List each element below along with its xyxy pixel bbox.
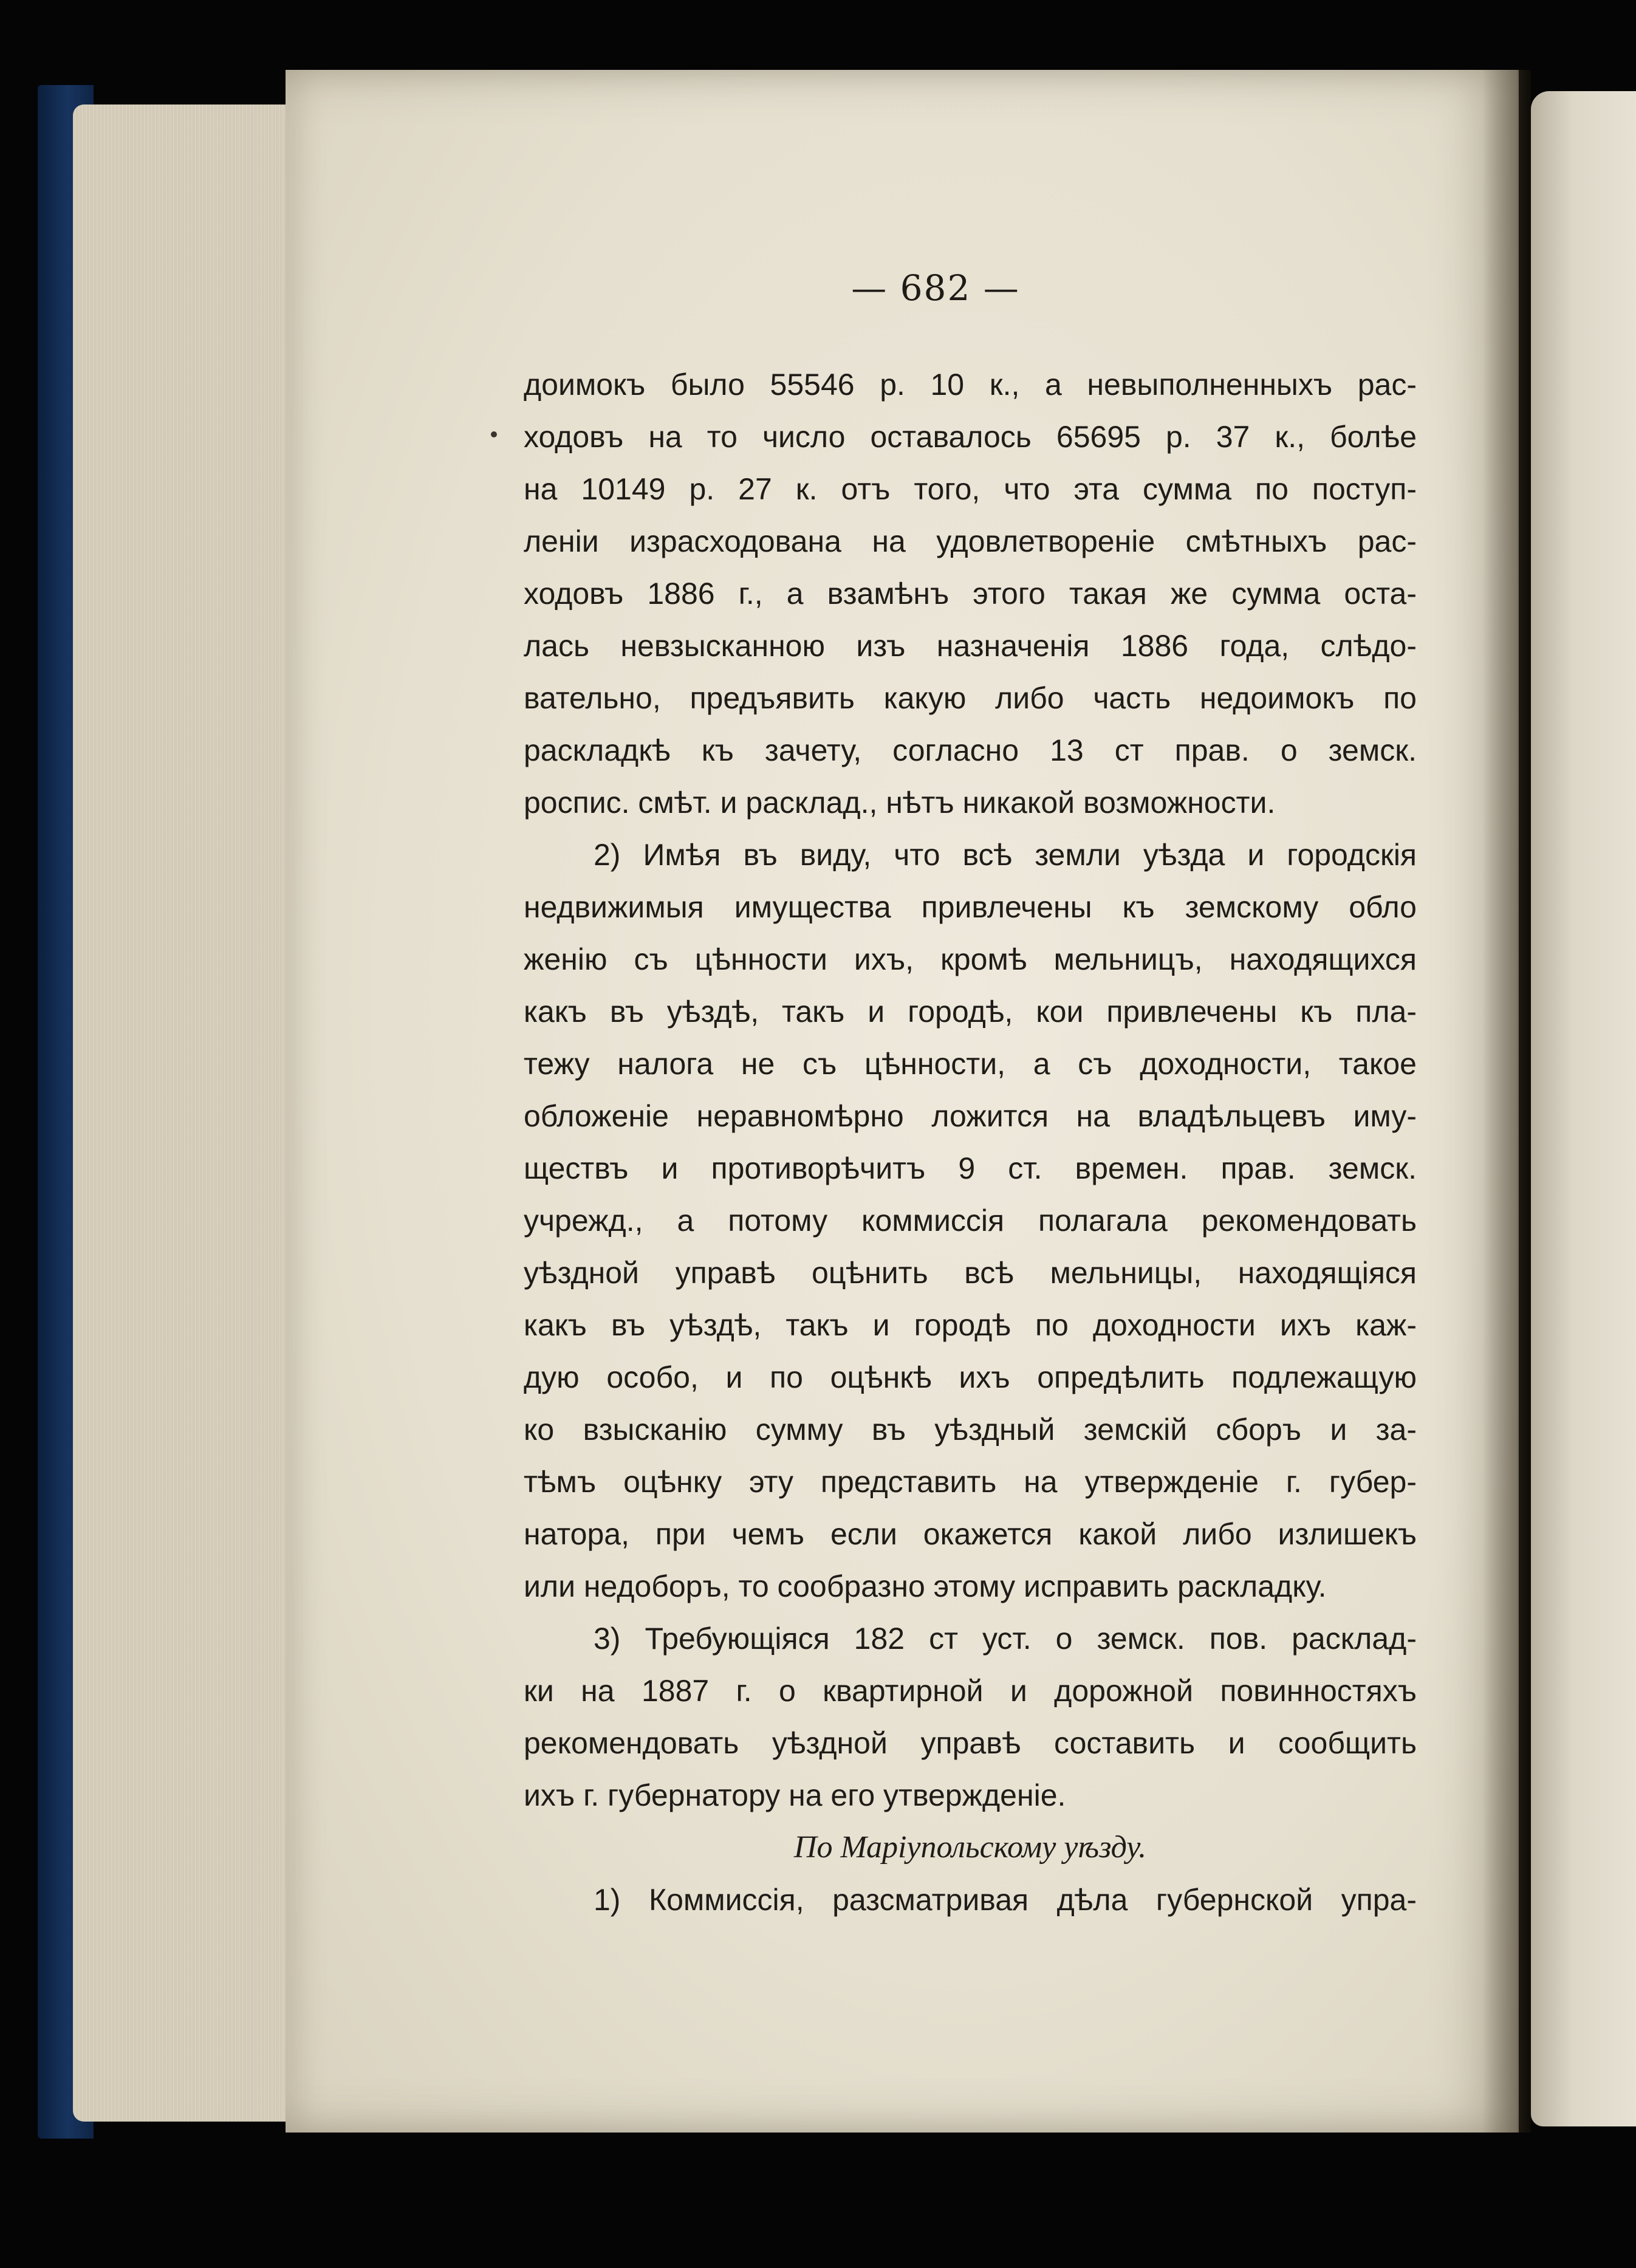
- page-text: [524, 358, 1417, 1926]
- text-line: дую особо, и по оцѣнкѣ ихъ опредѣлить подлежащую: [524, 1360, 1417, 1394]
- text-line: на 10149 р. 27 к. отъ того, что эта сумма по поступ-: [524, 472, 1417, 506]
- text-line: лась невзысканною изъ назначенія 1886 года, слѣдо-: [524, 629, 1417, 663]
- text-line: женію съ цѣнности ихъ, кромѣ мельницъ, находящихся: [524, 942, 1417, 976]
- page-number: — 682 —: [851, 267, 1020, 309]
- text-line: уѣздной управѣ оцѣнить всѣ мельницы, находящіяся: [524, 1256, 1417, 1290]
- text-line: 3) Требующіяся 182 ст уст. о земск. пов. расклад-: [594, 1622, 1417, 1656]
- text-line: или недоборъ, то сообразно этому исправить раскладку.: [524, 1569, 1327, 1603]
- text-line: недвижимыя имущества привлечены къ земскому обло: [524, 890, 1417, 924]
- margin-mark: [491, 431, 497, 437]
- book-gutter-shadow: [1482, 70, 1531, 2133]
- text-line: роспис. смѣт. и расклад., нѣтъ никакой возможности.: [524, 786, 1276, 820]
- text-line: натора, при чемъ если окажется какой либо излишекъ: [524, 1517, 1417, 1551]
- text-line: ходовъ на то число оставалось 65695 р. 37 к., болѣе: [524, 420, 1417, 454]
- text-line: ихъ г. губернатору на его утвержденіе.: [524, 1778, 1066, 1812]
- text-line: обложеніе неравномѣрно ложится на владѣльцевъ иму-: [524, 1099, 1417, 1133]
- text-line: учрежд., а потому коммиссія полагала рекомендовать: [524, 1204, 1417, 1238]
- text-line: раскладкѣ къ зачету, согласно 13 ст прав. о земск.: [524, 733, 1417, 767]
- text-line: ходовъ 1886 г., а взамѣнъ этого такая же сумма оста-: [524, 577, 1417, 611]
- text-line: ки на 1887 г. о квартирной и дорожной повинностяхъ: [524, 1674, 1417, 1708]
- text-line: доимокъ было 55546 р. 10 к., а невыполненныхъ рас-: [524, 368, 1417, 402]
- text-line: какъ въ уѣздѣ, такъ и городѣ по доходности ихъ каж-: [524, 1308, 1417, 1342]
- text-line: какъ въ уѣздѣ, такъ и городѣ, кои привлечены къ пла-: [524, 995, 1417, 1029]
- text-line: тѣмъ оцѣнку эту представить на утвержденіе г. губер-: [524, 1465, 1417, 1499]
- text-line: вательно, предъявить какую либо часть недоимокъ по: [524, 681, 1417, 715]
- text-line: леніи израсходована на удовлетвореніе смѣтныхъ рас-: [524, 524, 1417, 558]
- section-heading: По Маріупольскому уѣзду.: [793, 1830, 1147, 1865]
- text-line: тежу налога не съ цѣнности, а съ доходности, такое: [524, 1047, 1417, 1081]
- text-line: ществъ и противорѣчитъ 9 ст. времен. прав. земск.: [524, 1151, 1417, 1185]
- facing-page-edge: [1531, 91, 1636, 2126]
- text-line: 1) Коммиссія, разсматривая дѣла губернской упра-: [594, 1883, 1417, 1917]
- text-line: ко взысканію сумму въ уѣздный земскій сборъ и за-: [524, 1413, 1417, 1447]
- text-line: 2) Имѣя въ виду, что всѣ земли уѣзда и городскія: [594, 838, 1417, 872]
- text-line: рекомендовать уѣздной управѣ составить и сообщить: [524, 1726, 1417, 1760]
